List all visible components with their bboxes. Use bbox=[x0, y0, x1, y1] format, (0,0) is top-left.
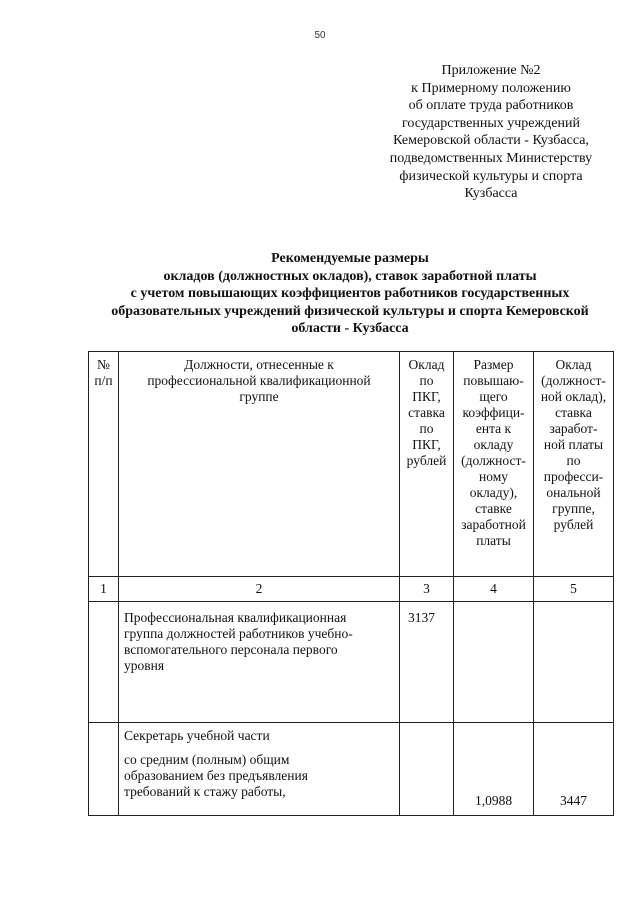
table-row-qualification-group bbox=[89, 602, 614, 723]
table-header-row bbox=[89, 352, 614, 577]
document-title bbox=[80, 250, 620, 338]
empty-cell bbox=[454, 602, 534, 723]
column-number: 4 bbox=[454, 577, 534, 602]
empty-cell bbox=[400, 723, 454, 816]
title-line: окладов (должностных окладов), ставок заработной платы bbox=[163, 268, 537, 284]
salary-table bbox=[88, 351, 614, 816]
group-base-rate: 3137 bbox=[400, 602, 454, 723]
column-number-row bbox=[89, 577, 614, 602]
header-positions: Должности, отнесенные к профессиональной квалификационной группе bbox=[119, 352, 400, 577]
position-description bbox=[119, 723, 400, 816]
column-number: 2 bbox=[119, 577, 400, 602]
title-line: Рекомендуемые размеры bbox=[271, 251, 429, 266]
appendix-line: к Примерному положению bbox=[411, 80, 571, 96]
title-line: области - Кузбасса bbox=[291, 321, 409, 337]
appendix-line: подведомственных Министерству bbox=[389, 150, 593, 166]
title-line: с учетом повышающих коэффициентов работников государственных bbox=[130, 286, 570, 302]
appendix-line: государственных учреждений bbox=[402, 115, 580, 131]
header-coefficient: Размер повышаю- щего коэффици- ента к окладу (должност- ному окладу), ставке заработной платы bbox=[454, 352, 534, 577]
appendix-line: Приложение №2 bbox=[441, 63, 541, 78]
appendix-line: Кемеровской области - Кузбасса, bbox=[393, 133, 589, 149]
appendix-line: физической культуры и спорта bbox=[399, 168, 583, 184]
position-condition: со средним (полным) общим образованием без предъявления требований к стажу работы, bbox=[124, 752, 308, 799]
column-number: 3 bbox=[400, 577, 454, 602]
empty-cell bbox=[534, 602, 614, 723]
position-coefficient: 1,0988 bbox=[454, 723, 534, 816]
position-salary: 3447 bbox=[534, 723, 614, 816]
qualification-group-name: Профессиональная квалификационная группа должностей работников учебно- вспомогательного персонала первого уровня bbox=[119, 602, 400, 723]
header-salary: Оклад (должност- ной оклад), ставка заработ- ной платы по професси- ональной группе, рублей bbox=[534, 352, 614, 577]
title-line: образовательных учреждений физической культуры и спорта Кемеровской bbox=[111, 303, 589, 319]
empty-cell bbox=[89, 602, 119, 723]
empty-cell bbox=[89, 723, 119, 816]
column-number: 5 bbox=[534, 577, 614, 602]
position-title: Секретарь учебной части bbox=[124, 728, 270, 743]
appendix-line: об оплате труда работников bbox=[408, 98, 574, 114]
column-number: 1 bbox=[89, 577, 119, 602]
page-number: 50 bbox=[314, 30, 326, 41]
header-base-salary: Оклад по ПКГ, ставка по ПКГ, рублей bbox=[400, 352, 454, 577]
table-row-position bbox=[89, 723, 614, 816]
appendix-line: Кузбасса bbox=[464, 186, 518, 202]
appendix-caption bbox=[366, 62, 616, 203]
header-number: № п/п bbox=[89, 352, 119, 577]
